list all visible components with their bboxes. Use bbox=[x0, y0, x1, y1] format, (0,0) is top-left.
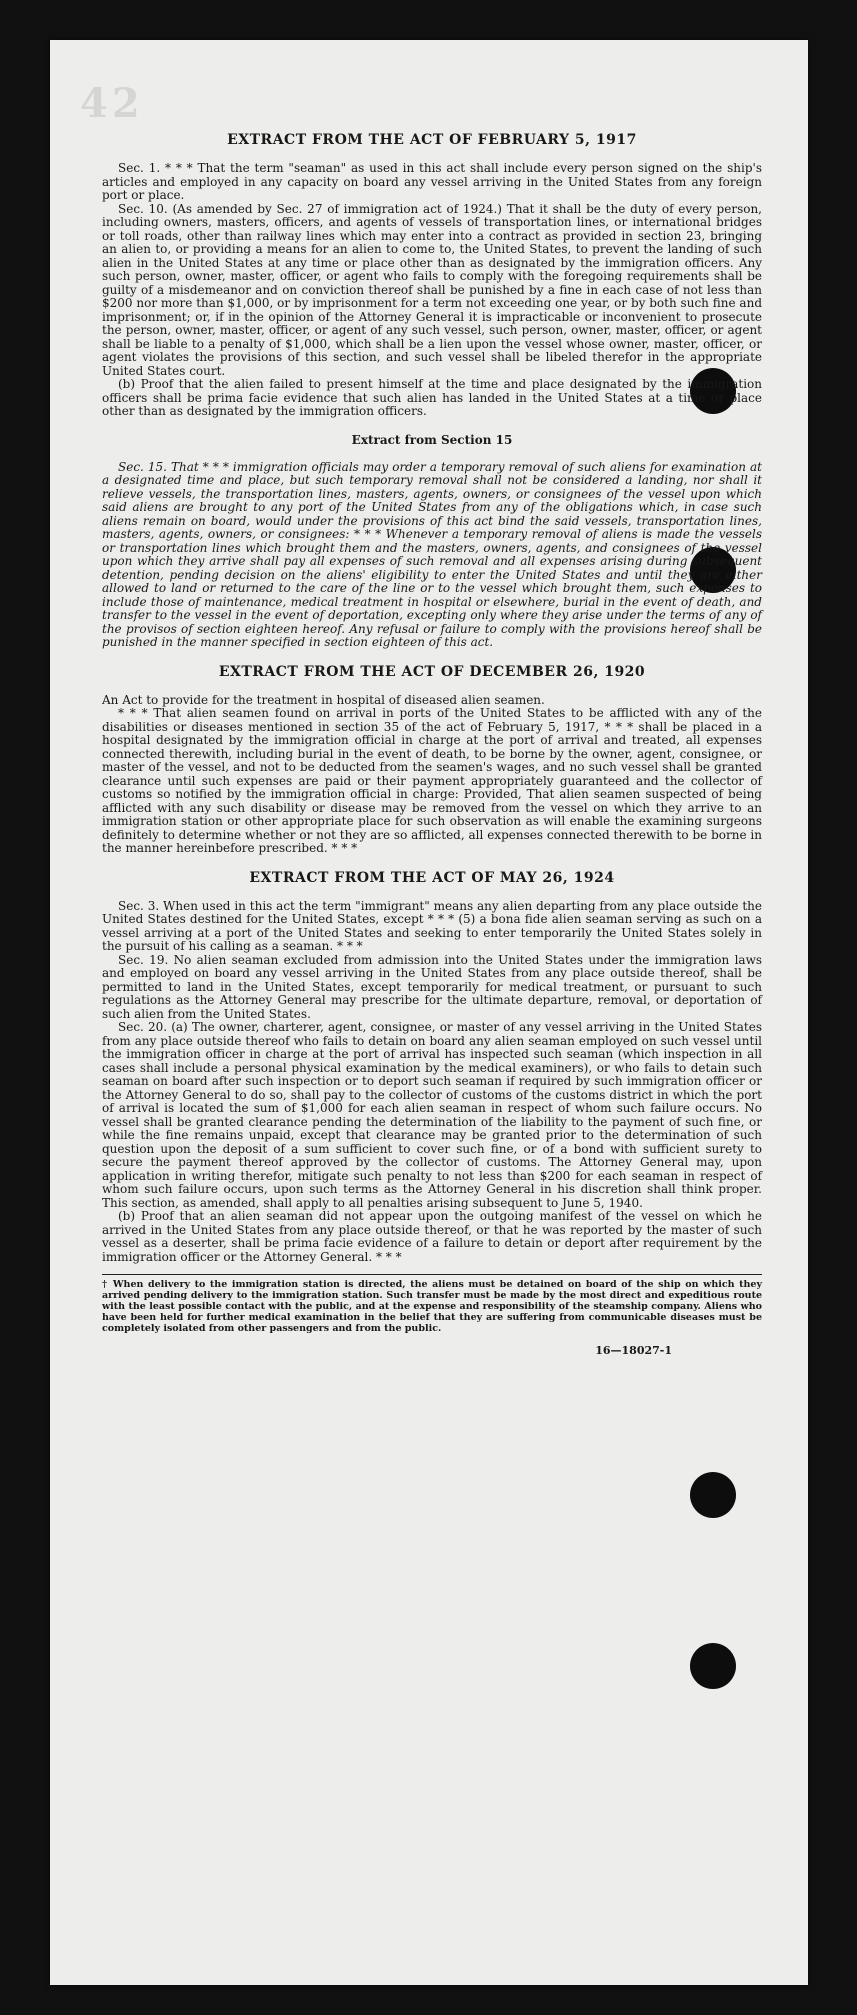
document-body bbox=[102, 132, 762, 1357]
punch-hole bbox=[690, 1643, 736, 1689]
paragraph: Sec. 10. (As amended by Sec. 27 of immigration act of 1924.) That it shall be the duty of every person, including owners, masters, officers, and agents of vessels of transportation lines, or international bridges or toll roads, other than railway lines which may enter into a contract as provided in section 23, bringing an alien to, or providing a means for an alien to come to, the United States, to prevent the landing of such alien in the United States at any time or place other than as designated by the immigration officers. Any such person, owner, master, officer, or agent who fails to comply with the foregoing requirements shall be guilty of a misdemeanor and on conviction thereof shall be punished by a fine in each case of not less than $200 nor more than $1,000, or by imprisonment for a term not exceeding one year, or by both such fine and imprisonment; or, if in the opinion of the Attorney General it is impracticable or inconvenient to prosecute the person, owner, master, officer, or agent of any such vessel, such person, owner, master, officer, or agent shall be liable to a penalty of $1,000, which shall be a lien upon the vessel whose owner, master, officer, or agent violates the provisions of this section, and such vessel shall be libeled therefor in the appropriate United States court. bbox=[102, 201, 762, 378]
document-page bbox=[50, 40, 808, 1985]
paragraph: * * * That alien seamen found on arrival in ports of the United States to be afflicted with any of the disabilities or diseases mentioned in section 35 of the act of February 5, 1917, * * * shall be placed in a hospital designated by the immigration official in charge at the port of arrival and treated, all expenses connected therewith, including burial in the event of death, to be borne by the owner, agent, consignee, or master of the vessel, and not to be deducted from the seamen's wages, and no such vessel shall be granted clearance until such expenses are paid or their payment appropriately guaranteed and the collector of customs so notified by the immigration official in charge: Provided, That alien seamen suspected of being afflicted with any such disability or disease may be removed from the vessel on which they arrive to an immigration station or other appropriate place for such observation as will enable the examining surgeons definitely to determine whether or not they are so afflicted, all expenses connected therewith to be borne in the manner hereinbefore prescribed. * * * bbox=[102, 706, 762, 855]
paragraph: Sec. 3. When used in this act the term "immigrant" means any alien departing from any place outside the United States destined for the United States, except * * * (5) a bona fide alien seaman serving as such on a vessel arriving at a port of the United States and seeking to enter temporarily the United States solely in the pursuit of his calling as a seaman. * * * bbox=[102, 898, 762, 953]
paragraph: Sec. 15. That * * * immigration officials may order a temporary removal of such aliens for examination at a designated time and place, but such temporary removal shall not be considered a landing, nor shall it relieve vessels, the transportation lines, masters, agents, owners, or consignees of the vessel upon which said aliens are brought to any port of the United States from any of the obligations which, in case such aliens remain on board, would under the provisions of this act bind the said vessels, transportation lines, masters, agents, owners, or consignees: * * * Whenever a temporary removal of aliens is made the vessels or transportation lines which brought them and the masters, owners, agents, and consignees of the vessel upon which they arrive shall pay all expenses of such removal and all expenses arising during subsequent detention, pending decision on the aliens' eligibility to enter the United States and until they are either allowed to land or returned to the care of the line or to the vessel which brought them, such expenses to include those of maintenance, medical treatment in hospital or elsewhere, burial in the event of death, and transfer to the vessel in the event of deportation, excepting only where they arise under the terms of any of the provisos of section eighteen hereof. Any refusal or failure to comply with the provisions hereof shall be punished in the manner specified in section eighteen of this act. bbox=[102, 459, 762, 649]
document-number: 16—18027-1 bbox=[595, 1344, 672, 1357]
footnote-text: † When delivery to the immigration station is directed, the aliens must be detained on board of the ship on which they arrived pending delivery to the immigration station. Such transfer must be made by the most direct and expeditious route with the least possible contact with the public, and at the expense and responsibility of the steamship company. Aliens who have been held for further medical examination in the belief that they are suffering from communicable diseases must be completely isolated from other passengers and from the public. bbox=[102, 1279, 762, 1334]
footnote bbox=[102, 1279, 762, 1334]
paragraph: An Act to provide for the treatment in hospital of diseased alien seamen. bbox=[102, 692, 545, 707]
page-mark: 42 bbox=[80, 80, 144, 127]
paragraph: Sec. 19. No alien seaman excluded from admission into the United States under the immigration laws and employed on board any vessel arriving in the United States from any place outside thereof, shall be permitted to land in the United States, except temporarily for medical treatment, or pursuant to such regulations as the Attorney General may prescribe for the ultimate departure, removal, or deportation of such alien from the United States. bbox=[102, 952, 762, 1021]
section-heading: EXTRACT FROM THE ACT OF FEBRUARY 5, 1917 bbox=[227, 132, 637, 148]
section-heading: Extract from Section 15 bbox=[351, 432, 513, 447]
paragraph: (b) Proof that the alien failed to present himself at the time and place designated by the immigration officers shall be prima facie evidence that such alien has landed in the United States at a time or place other than as designated by the immigration officers. bbox=[102, 377, 762, 418]
section-heading: EXTRACT FROM THE ACT OF DECEMBER 26, 1920 bbox=[218, 663, 646, 680]
paragraph: Sec. 1. * * * That the term "seaman" as used in this act shall include every person signed on the ship's articles and employed in any capacity on board any vessel arriving in the United States from any foreign port or place. bbox=[102, 161, 762, 202]
section-heading: EXTRACT FROM THE ACT OF MAY 26, 1924 bbox=[249, 869, 615, 886]
paragraph: (b) Proof that an alien seaman did not appear upon the outgoing manifest of the vessel on which he arrived in the United States from any place outside thereof, or that he was reported by the master of such vessel as a deserter, shall be prima facie evidence of a failure to detain or deport after requirement by the immigration officer or the Attorney General. * * * bbox=[102, 1209, 762, 1264]
paragraph: Sec. 20. (a) The owner, charterer, agent, consignee, or master of any vessel arriving in the United States from any place outside thereof who fails to detain on board any alien seaman employed on such vessel until the immigration officer in charge at the port of arrival has inspected such seaman (which inspection in all cases shall include a personal physical examination by the medical examiners), or who fails to detain such seaman on board after such inspection or to deport such seaman if required by such immigration officer or the Attorney General to do so, shall pay to the collector of customs of the customs district in which the port of arrival is located the sum of $1,000 for each alien seaman in respect of whom such failure occurs. No vessel shall be granted clearance pending the determination of the liability to the payment of such fine, or while the fine remains unpaid, except that clearance may be granted prior to the determination of such question upon the deposit of a sum sufficient to cover such fine, or of a bond with sufficient surety to secure the payment thereof approved by the collector of customs. The Attorney General may, upon application in writing therefor, mitigate such penalty to not less than $200 for each seaman in respect of whom such failure occurs, upon such terms as the Attorney General in his discretion shall think proper. This section, as amended, shall apply to all penalties arising subsequent to June 5, 1940. bbox=[102, 1020, 762, 1210]
punch-hole bbox=[690, 1472, 736, 1518]
divider bbox=[102, 1274, 762, 1275]
